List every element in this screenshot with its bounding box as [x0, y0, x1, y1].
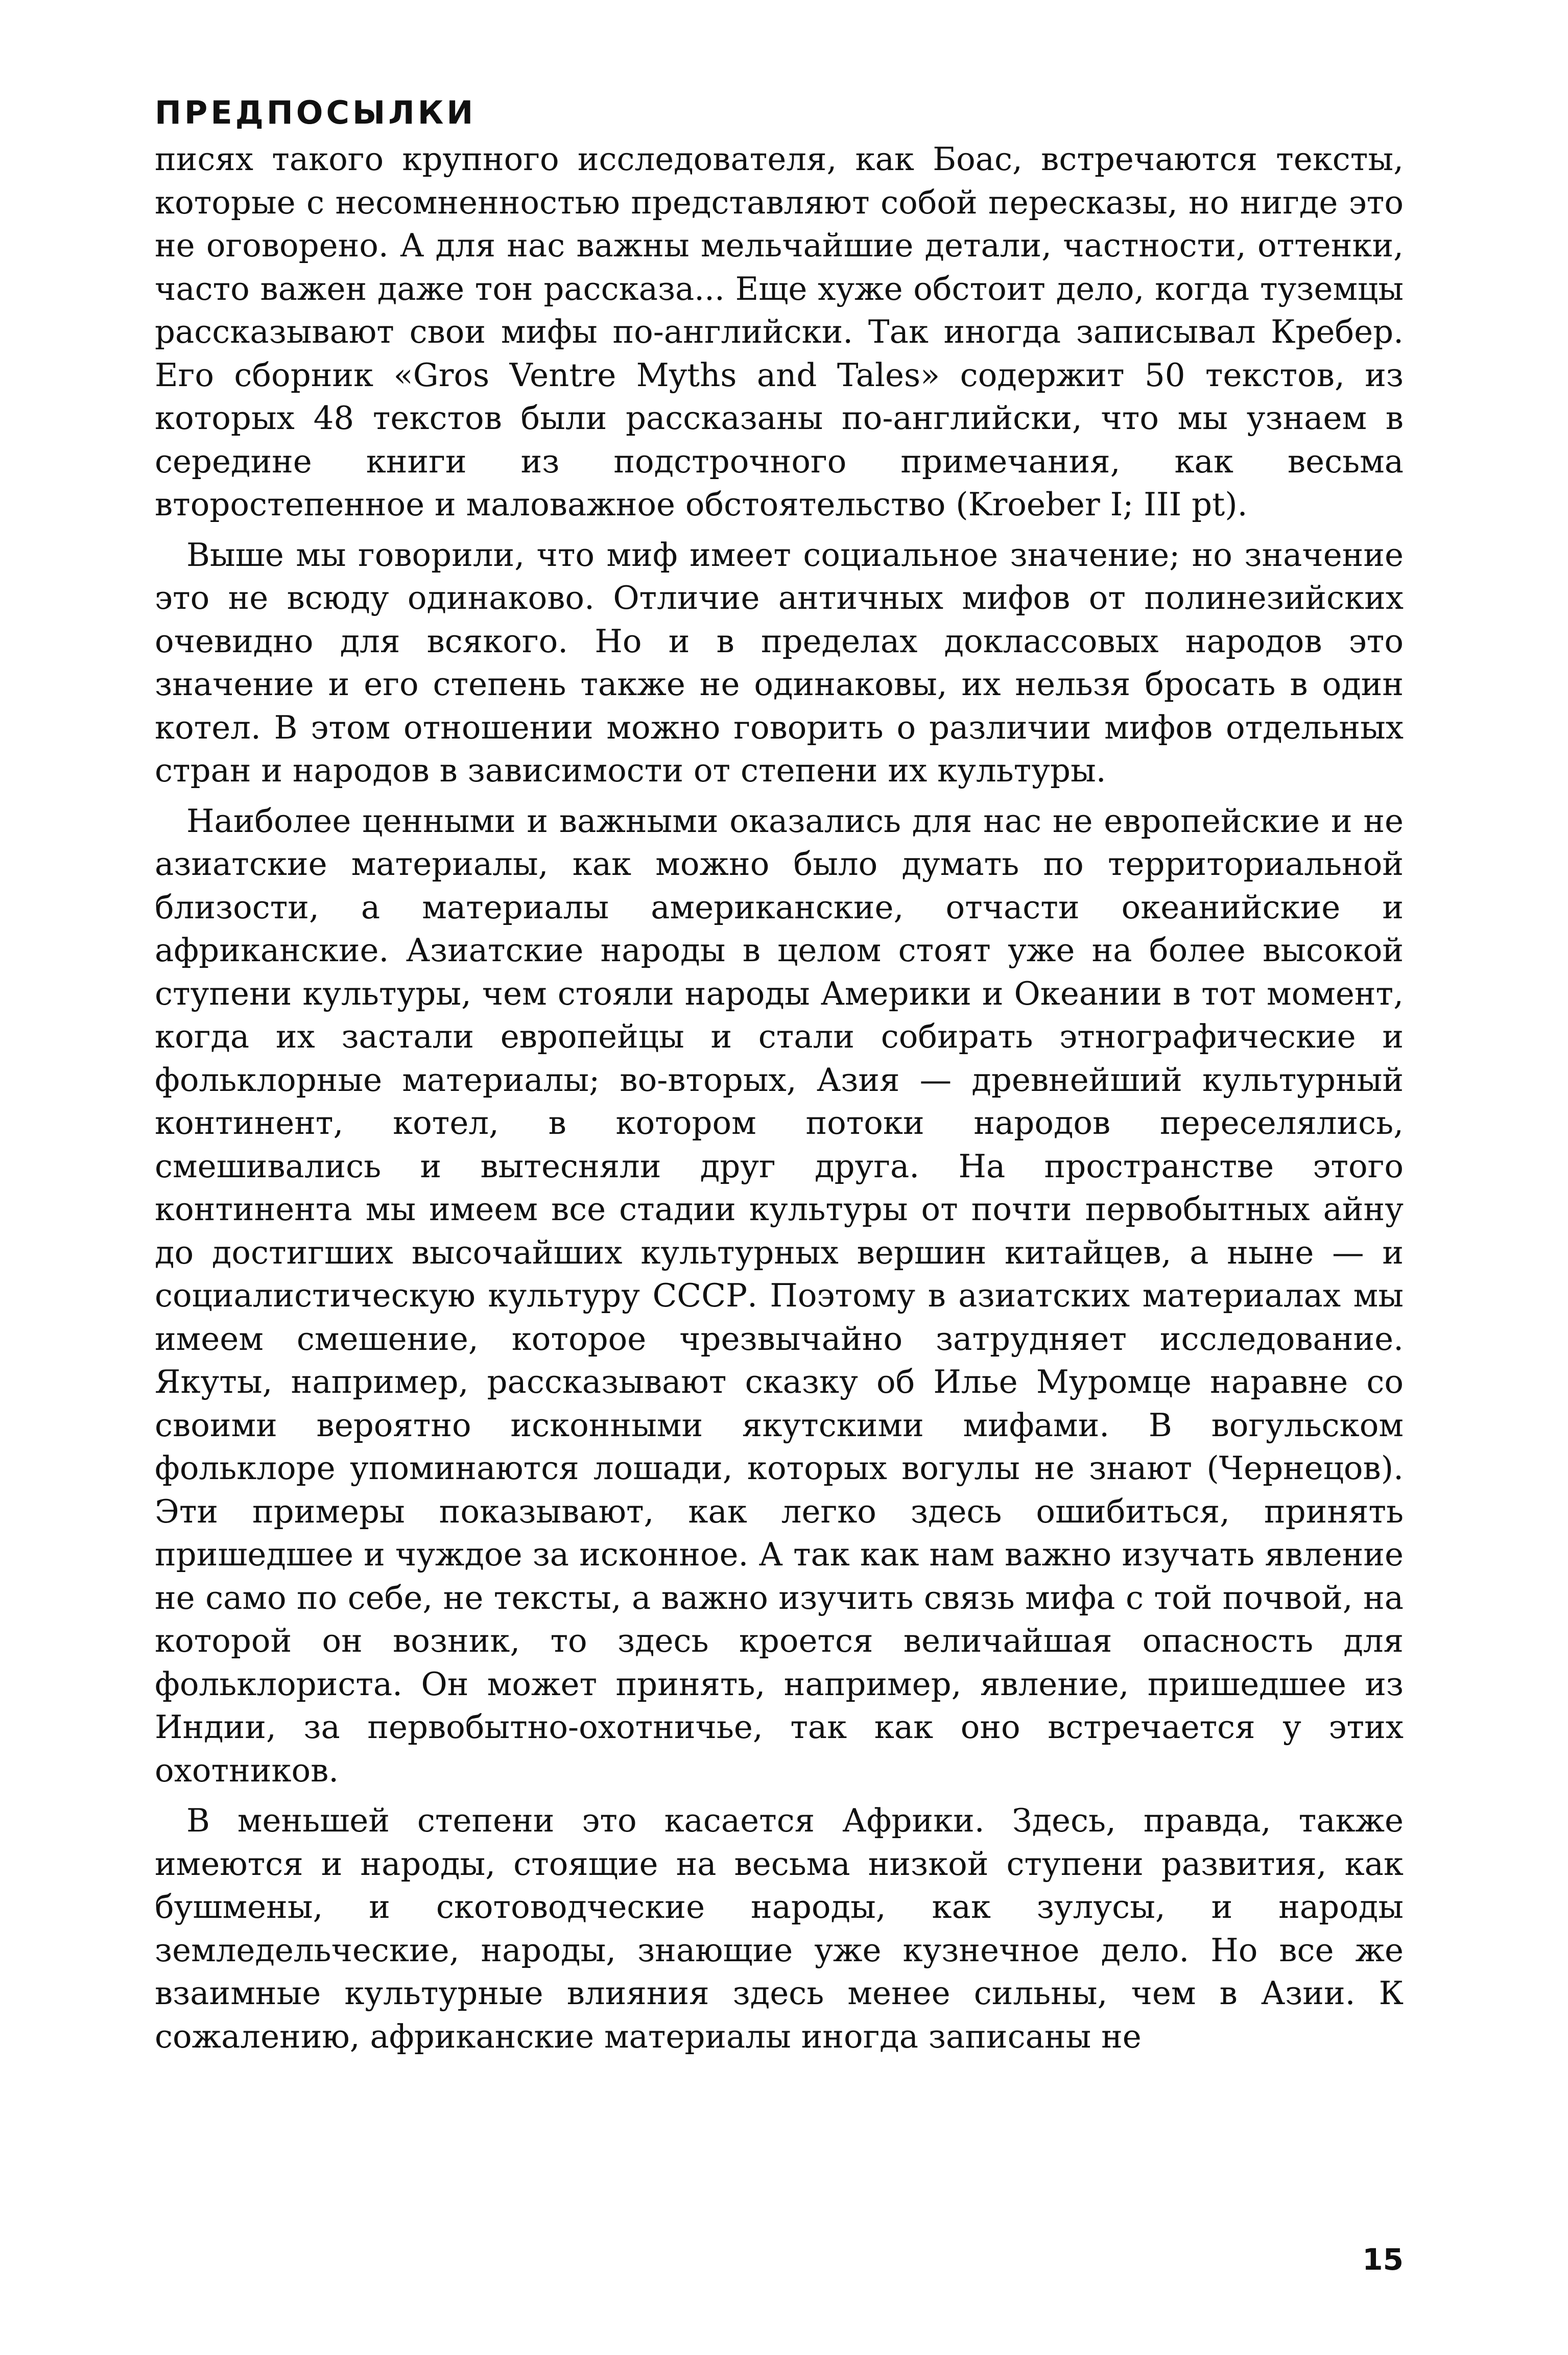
paragraph: Выше мы говорили, что миф имеет социальное значение; но значение это не всюду одинаково. Отличие античных мифов от полинезийских очевидно для всякого. Но и в пределах доклассовых народов это значение и его степень также не одинаковы, их нельзя бросать в один котел. В этом отношении можно говорить о различии мифов отдельных стран и народов в зависимости от степени их культуры.	[155, 536, 1404, 789]
paragraph: писях такого крупного исследователя, как Боас, встречаются тексты, которые с несомненностью представляют собой пересказы, но нигде это не оговорено. А для нас важны мельчайшие детали, частности, оттенки, часто важен даже тон рассказа... Еще хуже обстоит дело, когда туземцы рассказывают свои мифы по-английски. Так иногда записывал Кребер. Его сборник «Gros Ventre Myths and Tales» содержит 50 текстов, из которых 48 текстов были рассказаны по-английски, что мы узнаем в середине книги из подстрочного примечания, как весьма второстепенное и маловажное обстоятельство (Kroeber I; III pt).	[155, 140, 1404, 523]
body-text	[155, 138, 1404, 2065]
page-number: 15	[1362, 2242, 1404, 2277]
paragraph: В меньшей степени это касается Африки. Здесь, правда, также имеются и народы, стоящие на весьма низкой ступени развития, как бушмены, и скотоводческие народы, как зулусы, и народы земледельческие, народы, знающие уже кузнечное дело. Но все же взаимные культурные влияния здесь менее сильны, чем в Азии. К сожалению, африканские материалы иногда записаны не	[155, 1802, 1404, 2055]
running-head: ПРЕДПОСЫЛКИ	[155, 94, 477, 131]
paragraph: Наиболее ценными и важными оказались для нас не европейские и не азиатские материалы, как можно было думать по территориальной близости, а материалы американские, отчасти океанийские и африканские. Азиатские народы в целом стоят уже на более высокой ступени культуры, чем стояли народы Америки и Океании в тот момент, когда их застали европейцы и стали собирать этнографические и фольклорные материалы; во-вторых, Азия — древнейший культурный континент, котел, в котором потоки народов переселялись, смешивались и вытесняли друг друга. На пространстве этого континента мы имеем все стадии культуры от почти первобытных айну до достигших высочайших культурных вершин китайцев, а ныне — и социалистическую культуру СССР. Поэтому в азиатских материалах мы имеем смешение, которое чрезвычайно затрудняет исследование. Якуты, например, рассказывают сказку об Илье Муромце наравне со своими вероятно исконными якутскими мифами. В вогульском фольклоре упоминаются лошади, которых вогулы не знают (Чернецов). Эти примеры показывают, как легко здесь ошибиться, принять пришедшее и чуждое за исконное. А так как нам важно изучать явление не само по себе, не тексты, а важно изучить связь мифа с той почвой, на которой он возник, то здесь кроется величайшая опасность для фольклориста. Он может принять, например, явление, пришедшее из Индии, за первобытно-охотничье, так как оно встречается у этих охотников.	[155, 802, 1404, 1789]
